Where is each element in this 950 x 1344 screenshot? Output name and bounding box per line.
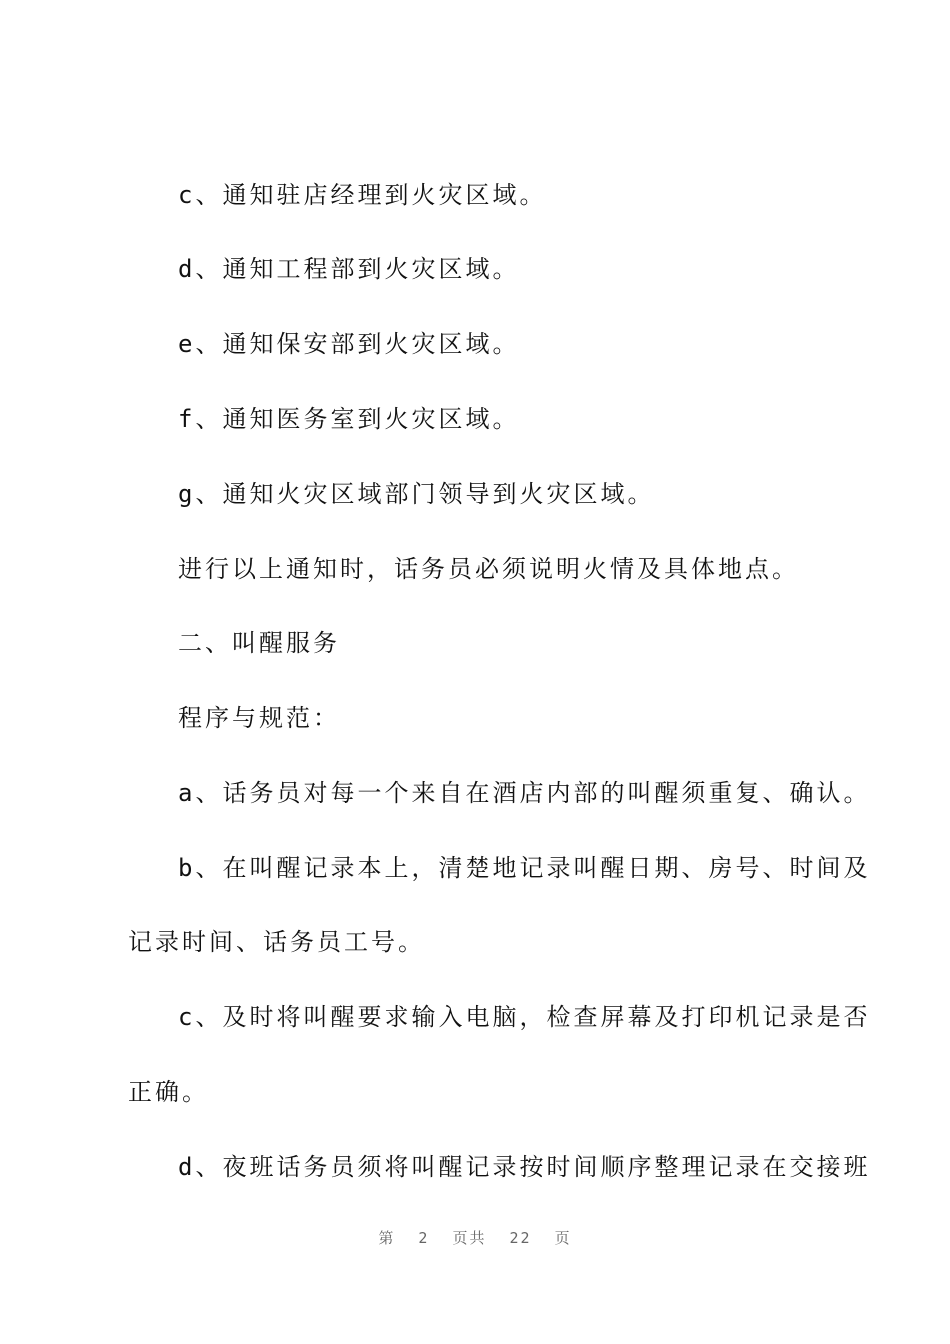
footer-total-pages: 22 (509, 1229, 532, 1247)
page-footer (0, 1228, 950, 1248)
text-line: f、通知医务室到火灾区域。 (178, 405, 520, 433)
text-line: d、通知工程部到火灾区域。 (178, 255, 520, 283)
text-line: b、在叫醒记录本上，清楚地记录叫醒日期、房号、时间及 (178, 854, 871, 882)
footer-suffix: 页 (554, 1229, 572, 1247)
text-line: g、通知火灾区域部门领导到火灾区域。 (178, 480, 655, 508)
text-line: 程序与规范： (178, 704, 340, 732)
footer-middle: 页共 (452, 1229, 487, 1247)
text-line: d、夜班话务员须将叫醒记录按时间顺序整理记录在交接班 (178, 1153, 871, 1181)
text-line: 正确。 (128, 1078, 209, 1106)
text-line: 记录时间、话务员工号。 (128, 928, 425, 956)
footer-page-number: 2 (418, 1229, 430, 1247)
text-line: a、话务员对每一个来自在酒店内部的叫醒须重复、确认。 (178, 779, 871, 807)
text-line: c、及时将叫醒要求输入电脑，检查屏幕及打印机记录是否 (178, 1003, 871, 1031)
text-line: 进行以上通知时，话务员必须说明火情及具体地点。 (178, 555, 799, 583)
footer-prefix: 第 (378, 1229, 396, 1247)
text-line: e、通知保安部到火灾区域。 (178, 330, 520, 358)
section-heading: 二、叫醒服务 (178, 629, 340, 657)
text-line: c、通知驻店经理到火灾区域。 (178, 181, 547, 209)
